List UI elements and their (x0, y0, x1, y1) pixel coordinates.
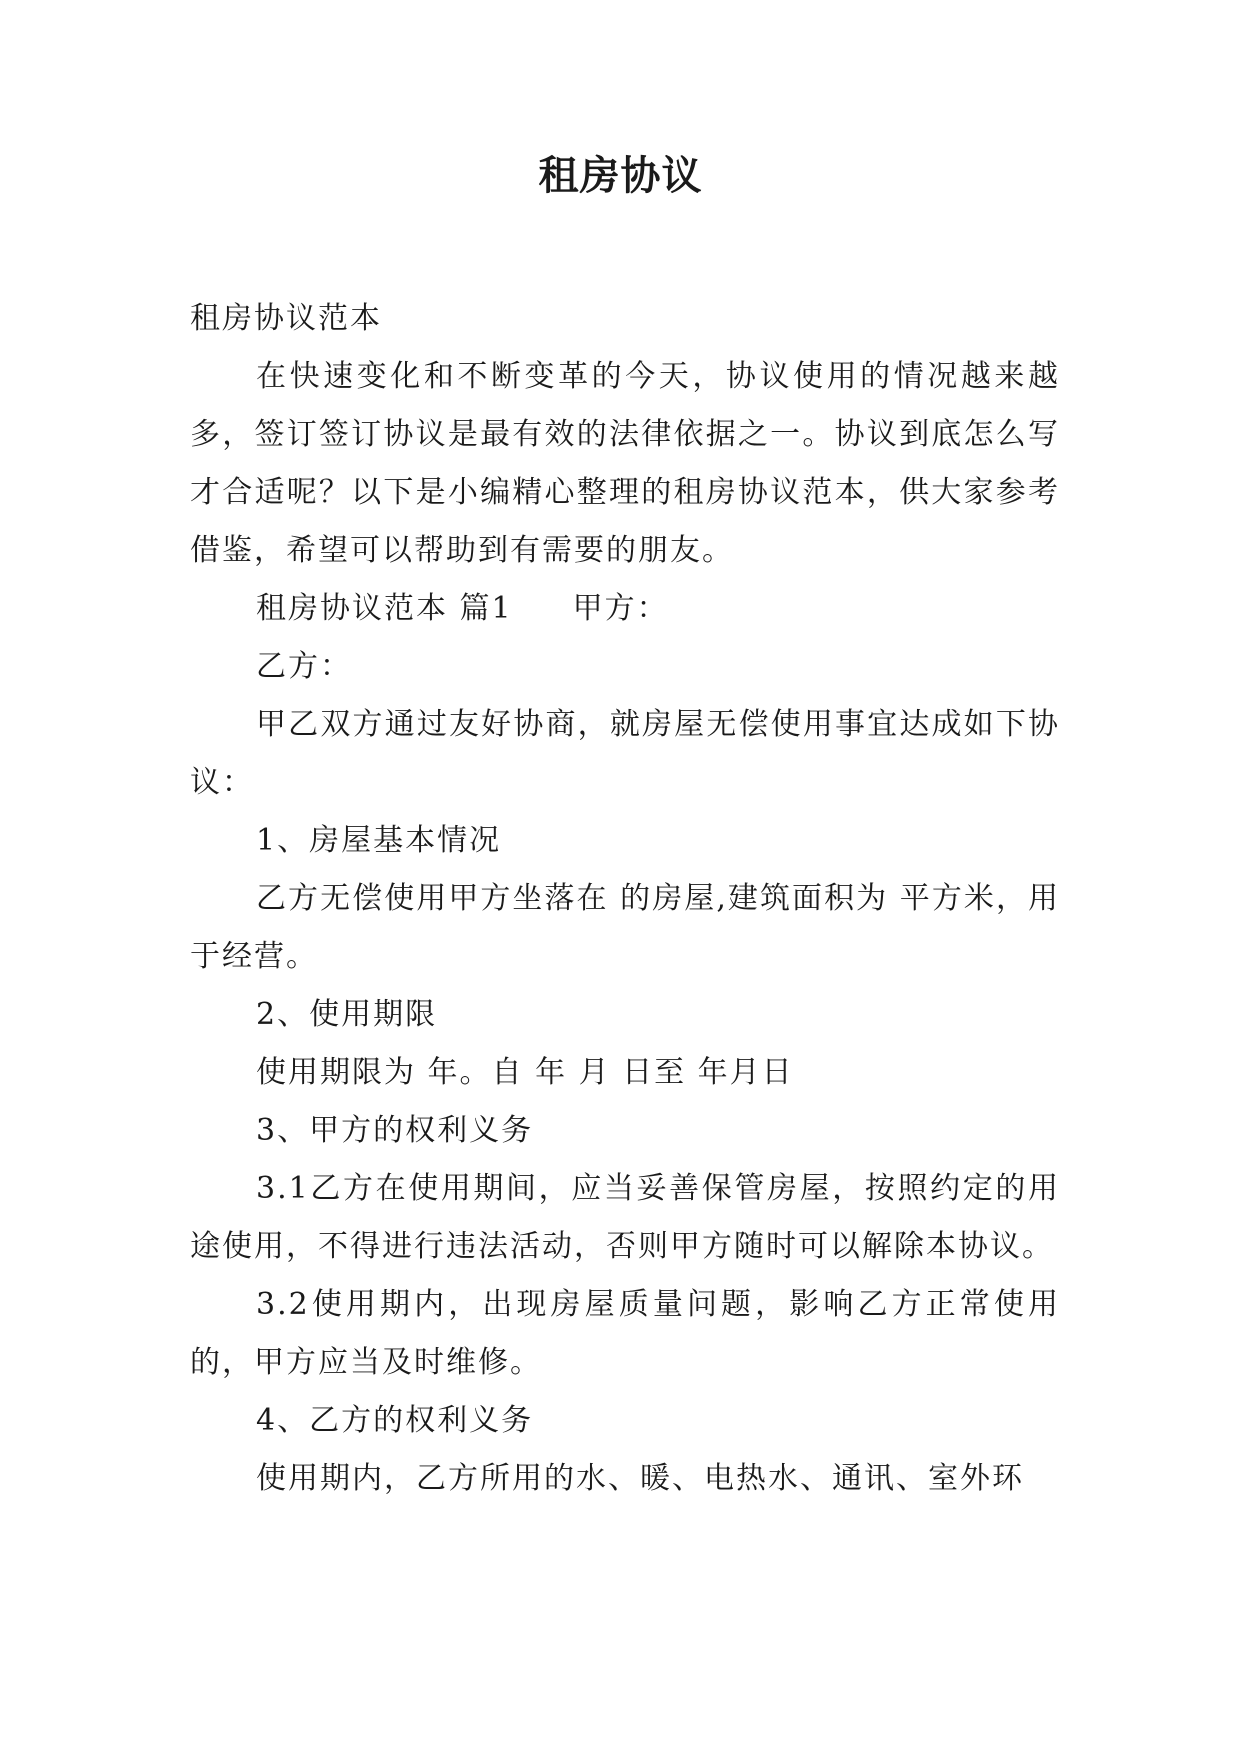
clause-3-heading: 3、甲方的权利义务 (256, 1113, 534, 1148)
party-a-label: 甲方： (572, 591, 669, 626)
subtitle-paragraph: 租房协议范本 (190, 301, 382, 336)
clause-2-body: 使用期限为 年。自 年 月 日至 年月日 (256, 1055, 794, 1090)
clause-4-heading: 4、乙方的权利义务 (256, 1403, 534, 1438)
clause-2-heading: 2、使用期限 (256, 997, 438, 1032)
agreement-intro-paragraph: 甲乙双方通过友好协商，就房屋无偿使用事宜达成如下协议： (190, 707, 1060, 800)
clause-3-2-body: 3.2使用期内，出现房屋质量问题，影响乙方正常使用的，甲方应当及时维修。 (190, 1287, 1060, 1380)
document-body (190, 290, 1060, 1508)
clause-4-body: 使用期内，乙方所用的水、暖、电热水、通讯、室外环 (256, 1461, 1024, 1496)
clause-3-1-body: 3.1乙方在使用期间，应当妥善保管房屋，按照约定的用途使用，不得进行违法活动，否则甲方随时可以解除本协议。 (190, 1171, 1060, 1264)
document-title: 租房协议 (538, 153, 703, 199)
section-heading-paragraph (190, 580, 1060, 638)
party-b-paragraph: 乙方： (256, 649, 352, 684)
section-heading: 租房协议范本 篇1 (256, 591, 513, 626)
clause-1-heading: 1、房屋基本情况 (256, 823, 502, 858)
intro-paragraph: 在快速变化和不断变革的今天，协议使用的情况越来越多，签订签订协议是最有效的法律依据之一。协议到底怎么写才合适呢？以下是小编精心整理的租房协议范本，供大家参考借鉴，希望可以帮助到有需要的朋友。 (190, 359, 1060, 568)
clause-1-body: 乙方无偿使用甲方坐落在 的房屋,建筑面积为 平方米，用于经营。 (190, 881, 1060, 974)
